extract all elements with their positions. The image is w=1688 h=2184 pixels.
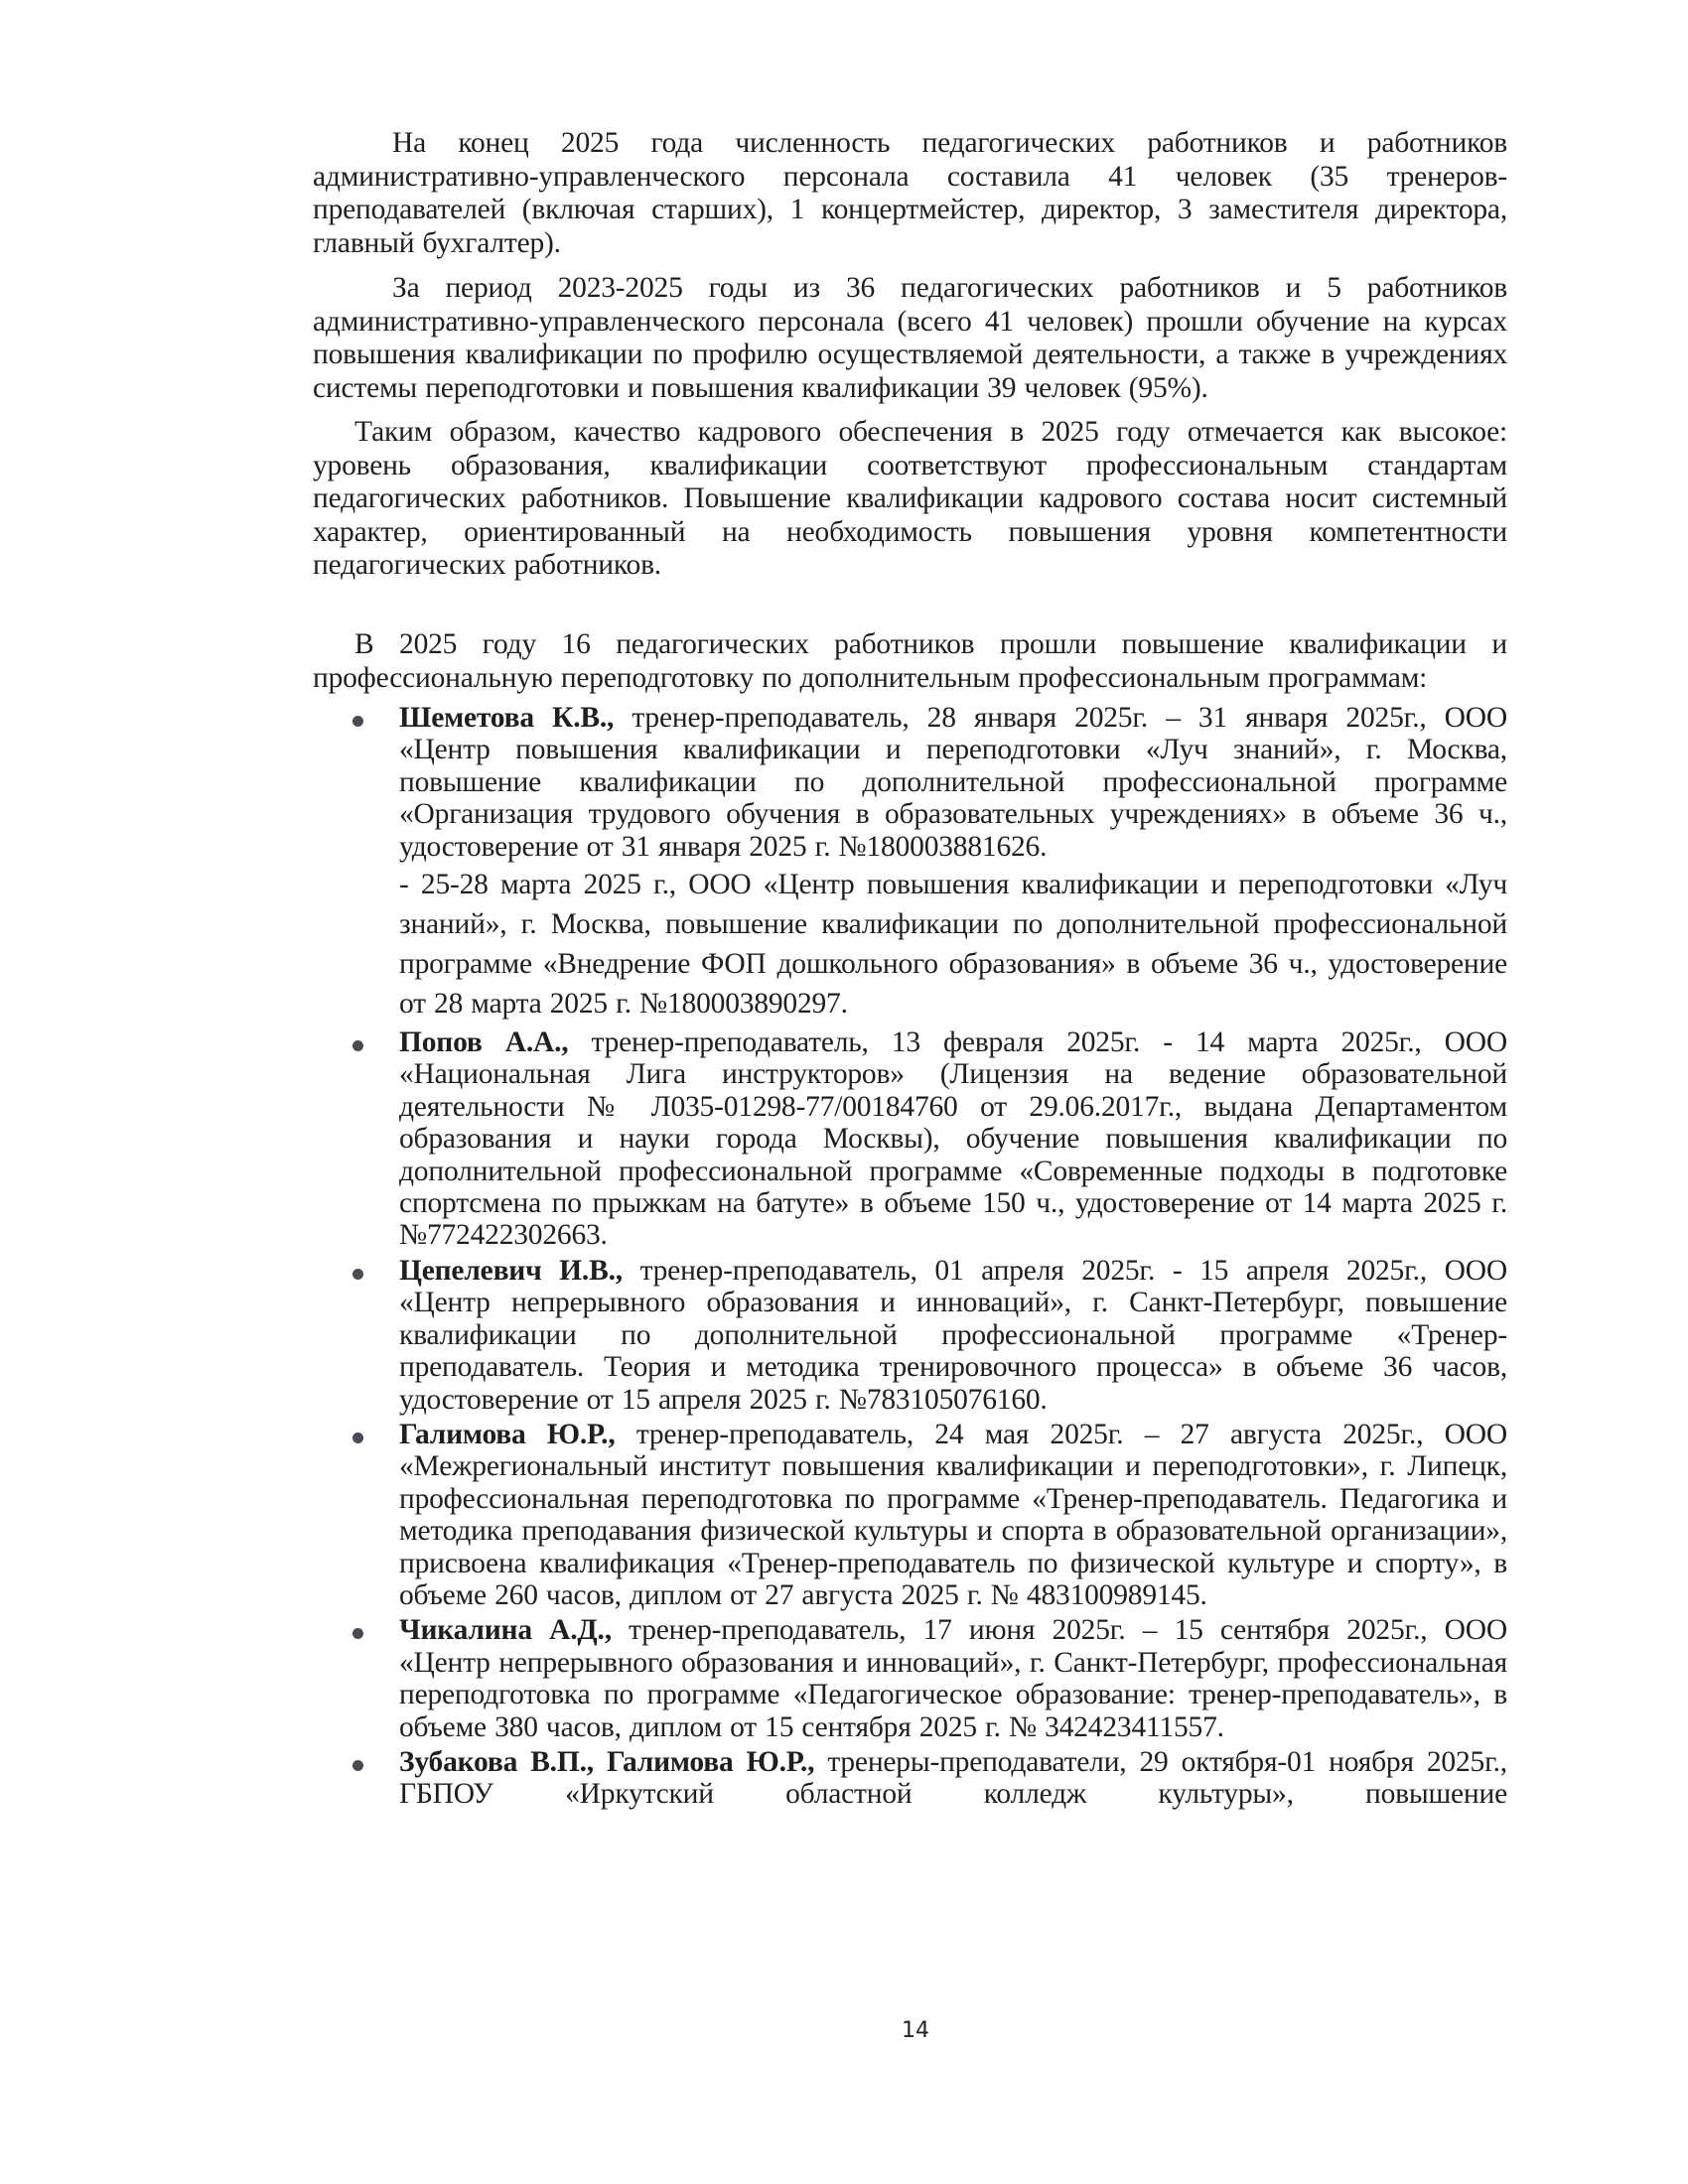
list-item-text [399,1419,1507,1611]
list-item-details: тренер-преподаватель, 13 февраля 2025г. - 14 марта 2025г., ООО «Национальная Лига инструкторов» (Лицензия на ведение образовательной деятельности № Л035-01298-77/00184760 от 29.06.2017г., выдана Департаментом образования и науки города Москвы), обучение повышения квалификации по дополнительной профессиональной программе «Современные подходы в подготовке спортсмена по прыжкам на батуте» в объеме 150 ч., удостоверение от 14 марта 2025 г. №772422302663. [399,1026,1507,1252]
list-item-details: тренер-преподаватель, 24 мая 2025г. – 27 августа 2025г., ООО «Межрегиональный институт повышения квалификации и переподготовки», г. Липецк, профессиональная переподготовка по программе «Тренер-преподаватель. Педагогика и методика преподавания физической культуры и спорта в образовательной организации», присвоена квалификация «Тренер-преподаватель по физической культуре и спорту», в объеме 260 часов, диплом от 27 августа 2025 г. № 483100989145. [399,1418,1507,1611]
person-name: Зубакова В.П., Галимова Ю.Р., [399,1745,815,1778]
bullet-icon [352,1040,363,1051]
bullet-icon [352,1628,363,1639]
list-item-text [399,1255,1507,1416]
list-item-text [399,1746,1507,1811]
list-item [313,702,1507,1024]
list-item-details: тренеры-преподаватели, 29 октября-01 ноября 2025г., ГБПОУ «Иркутский областной колледж культуры», повышение [399,1745,1507,1811]
list-item [313,1746,1507,1811]
list-item [313,1026,1507,1252]
paragraph-list-intro: В 2025 году 16 педагогических работников прошли повышение квалификации и профессиональную переподготовку по дополнительным профессиональным программам: [313,628,1507,694]
list-item-text [399,1026,1507,1252]
bullet-icon [352,1760,363,1771]
list-item-subentry: - 25-28 марта 2025 г., ООО «Центр повышения квалификации и переподготовки «Луч знаний», г. Москва, повышение квалификации по дополнительной профессиональной программе «Внедрение ФОП дошкольного образования» в объеме 36 ч., удостоверение от 28 марта 2025 г. №180003890297. [399,869,1507,1021]
list-item-details: тренер-преподаватель, 28 января 2025г. – 31 января 2025г., ООО «Центр повышения квалификации и переподготовки «Луч знаний», г. Москва, повышение квалификации по дополнительной профессиональной программе «Организация трудового обучения в образовательных учреждениях» в объеме 36 ч., удостоверение от 31 января 2025 г. №180003881626. [399,702,1507,863]
list-item-details: тренер-преподаватель, 01 апреля 2025г. - 15 апреля 2025г., ООО «Центр непрерывного образования и инноваций», г. Санкт-Петербург, повышение квалификации по дополнительной профессиональной программе «Тренер-преподаватель. Теория и методика тренировочного процесса» в объеме 36 часов, удостоверение от 15 апреля 2025 г. №783105076160. [399,1254,1507,1416]
person-name: Чикалина А.Д., [399,1614,612,1647]
person-name: Галимова Ю.Р., [399,1418,616,1450]
training-list [313,702,1507,1811]
bullet-icon [352,1433,363,1443]
bullet-icon [352,716,363,727]
bullet-icon [352,1269,363,1280]
list-item-text [399,702,1507,863]
person-name: Попов А.А., [399,1026,569,1059]
paragraph-quality-conclusion: Таким образом, качество кадрового обеспечения в 2025 году отмечается как высокое: уровень образования, квалификации соответствуют профессиональным стандартам педагогических работников. Повышение квалификации кадрового состава носит системный характер, ориентированный на необходимость повышения уровня компетентности педагогических работников. [313,416,1507,581]
person-name: Цепелевич И.В., [399,1254,623,1287]
paragraph-training-period: За период 2023-2025 годы из 36 педагогических работников и 5 работников административно-управленческого персонала (всего 41 человек) прошли обучение на курсах повышения квалификации по профилю осуществляемой деятельности, а также в учреждениях системы переподготовки и повышения квалификации 39 человек (95%). [313,272,1507,404]
list-item [313,1255,1507,1416]
page-number: 14 [902,2018,929,2043]
list-item-details: тренер-преподаватель, 17 июня 2025г. – 15 сентября 2025г., ООО «Центр непрерывного образования и инноваций», г. Санкт-Петербург, профессиональная переподготовка по программе «Педагогическое образование: тренер-преподаватель», в объеме 380 часов, диплом от 15 сентября 2025 г. № 342423411557. [399,1614,1507,1743]
person-name: Шеметова К.В., [399,702,615,734]
list-item [313,1419,1507,1611]
list-item-text [399,1614,1507,1743]
paragraph-staff-count: На конец 2025 года численность педагогических работников и работников административно-управленческого персонала составила 41 человек (35 тренеров-преподавателей (включая старших), 1 концертмейстер, директор, 3 заместителя директора, главный бухгалтер). [313,127,1507,259]
list-item [313,1614,1507,1743]
